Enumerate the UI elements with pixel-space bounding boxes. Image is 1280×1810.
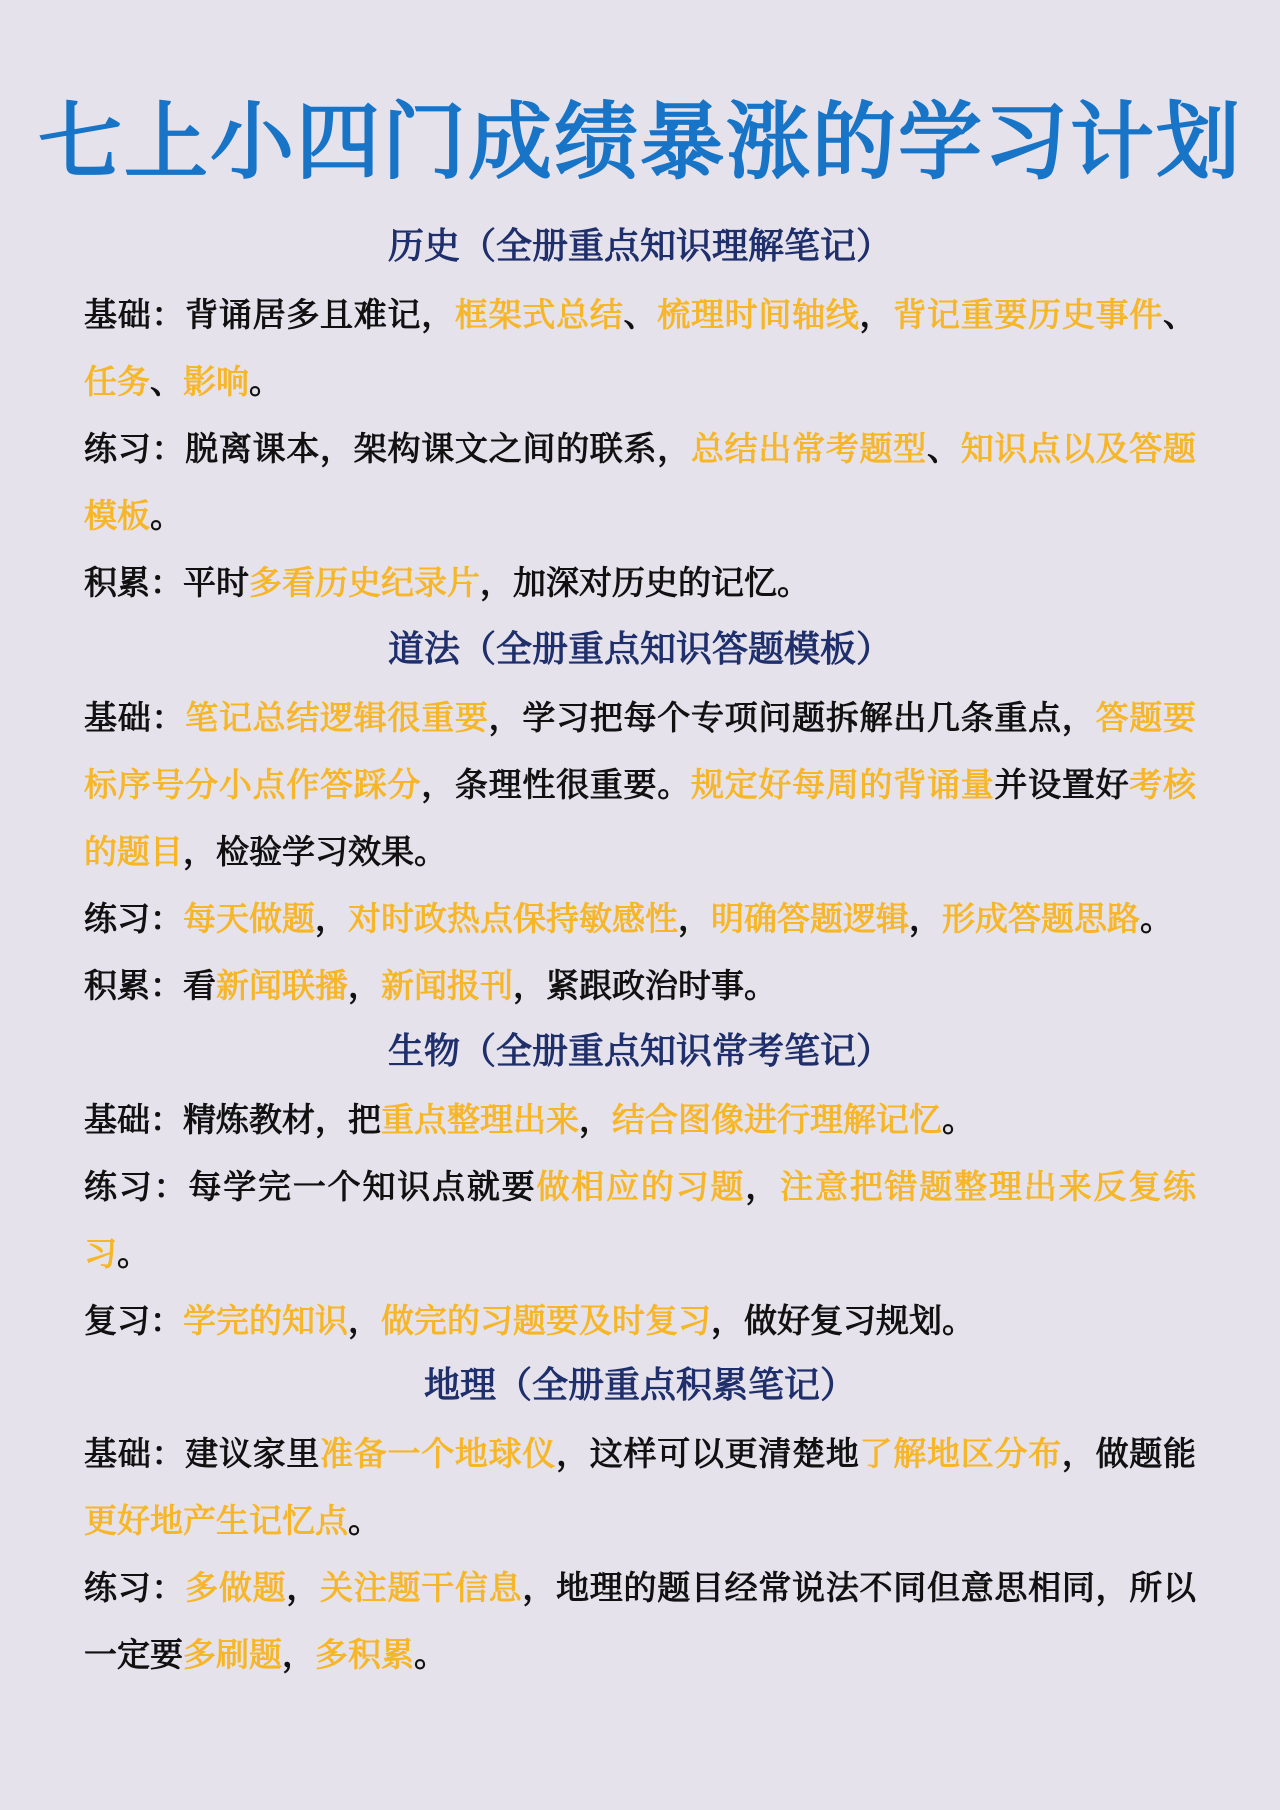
section-biology: [84, 1018, 1196, 1354]
body-text: ，: [348, 1301, 381, 1340]
highlighted-text: 更好地产生记忆点: [84, 1501, 348, 1540]
highlighted-text: 新闻联播: [216, 966, 348, 1005]
paragraph-basics: [84, 281, 1196, 415]
body-text: ，这样可以更清楚地: [556, 1434, 860, 1473]
section-heading: 道法（全册重点知识答题模板）: [387, 629, 892, 670]
body-text: ，: [282, 1635, 315, 1674]
body-text: 。: [249, 362, 282, 401]
highlighted-text: 背记重要历史事件: [893, 295, 1163, 334]
section-heading: 历史（全册重点知识理解笔记）: [387, 226, 892, 267]
section-history: [84, 213, 1196, 616]
highlighted-text: 每天做题: [183, 899, 315, 938]
body-text: 基础：建议家里: [84, 1434, 321, 1473]
highlighted-text: 做完的习题要及时复习: [381, 1301, 711, 1340]
body-text: 积累：平时: [84, 563, 249, 602]
highlighted-text: 做相应的习题: [536, 1167, 746, 1206]
paragraph-practice: [84, 415, 1196, 549]
body-text: ，地理的题目经常说法不同但意思相同，所以一定要: [84, 1568, 1196, 1674]
section-heading: 生物（全册重点知识常考笔记）: [387, 1031, 892, 1072]
highlighted-text: 答题要标序号分小点作答踩分: [84, 698, 1196, 804]
highlighted-text: 形成答题思路: [942, 899, 1140, 938]
body-text: 、: [623, 295, 658, 334]
body-text: ，: [678, 899, 711, 938]
paragraph-basics: [84, 1086, 1196, 1153]
highlighted-text: 框架式总结: [454, 295, 624, 334]
body-text: 。: [1140, 899, 1173, 938]
body-text: ，做好复习规划。: [711, 1301, 975, 1340]
highlighted-text: 关注题干信息: [320, 1568, 523, 1607]
highlighted-text: 多做题: [185, 1568, 287, 1607]
body-text: 基础：背诵居多且难记，: [84, 295, 455, 334]
body-text: 积累：看: [84, 966, 216, 1005]
highlighted-text: 笔记总结逻辑很重要: [185, 698, 489, 737]
highlighted-text: 多看历史纪录片: [249, 563, 480, 602]
body-text: 练习：: [84, 899, 183, 938]
highlighted-text: 考核的题目: [84, 765, 1196, 871]
highlighted-text: 任务: [84, 362, 150, 401]
highlighted-text: 结合图像进行理解记忆: [612, 1100, 942, 1139]
body-text: 基础：: [84, 698, 186, 737]
paragraph-accumulation: [84, 952, 1196, 1019]
body-text: ，检验学习效果。: [183, 832, 447, 871]
body-text: 、: [926, 429, 961, 468]
highlighted-text: 多积累: [315, 1635, 414, 1674]
paragraph-basics: [84, 684, 1196, 885]
body-text: ，加深对历史的记忆。: [480, 563, 810, 602]
highlighted-text: 学完的知识: [183, 1301, 348, 1340]
body-text: ，: [745, 1167, 781, 1206]
highlighted-text: 规定好每周的背诵量: [690, 765, 995, 804]
body-text: 。: [117, 1234, 150, 1273]
body-text: 、: [150, 362, 183, 401]
highlighted-text: 对时政热点保持敏感性: [348, 899, 678, 938]
body-text: 。: [150, 496, 183, 535]
highlighted-text: 多刷题: [183, 1635, 282, 1674]
paragraph-basics: [84, 1420, 1196, 1554]
paragraph-practice: [84, 885, 1196, 952]
body-text: 练习：每学完一个知识点就要: [84, 1167, 537, 1206]
body-text: 练习：: [84, 1568, 186, 1607]
highlighted-text: 重点整理出来: [381, 1100, 579, 1139]
highlighted-text: 了解地区分布: [859, 1434, 1062, 1473]
body-text: ，: [286, 1568, 321, 1607]
body-text: 并设置好: [994, 765, 1130, 804]
body-text: 。: [348, 1501, 381, 1540]
body-text: 练习：脱离课本，架构课文之间的联系，: [84, 429, 691, 468]
paragraph-review: [84, 1287, 1196, 1354]
highlighted-text: 知识点以及答题模板: [84, 429, 1196, 535]
paragraph-practice: [84, 1153, 1196, 1287]
highlighted-text: 明确答题逻辑: [711, 899, 909, 938]
highlighted-text: 总结出常考题型: [690, 429, 927, 468]
paragraph-accumulation: [84, 549, 1196, 616]
body-text: ，学习把每个专项问题拆解出几条重点，: [488, 698, 1096, 737]
body-text: ，做题能: [1061, 1434, 1196, 1473]
paragraph-practice: [84, 1554, 1196, 1688]
page-title: 七上小四门成绩暴涨的学习计划: [37, 92, 1242, 191]
body-text: ，紧跟政治时事。: [513, 966, 777, 1005]
body-text: ，: [315, 899, 348, 938]
body-text: ，: [579, 1100, 612, 1139]
highlighted-text: 准备一个地球仪: [320, 1434, 557, 1473]
body-text: 。: [942, 1100, 975, 1139]
highlighted-text: 梳理时间轴线: [657, 295, 860, 334]
body-text: ，条理性很重要。: [421, 765, 691, 804]
section-heading: 地理（全册重点积累笔记）: [423, 1365, 856, 1406]
section-geography: [84, 1352, 1196, 1688]
body-text: 。: [414, 1635, 447, 1674]
highlighted-text: 注意把错题整理出来反复练习: [84, 1167, 1197, 1273]
body-text: ，: [859, 295, 894, 334]
highlighted-text: 新闻报刊: [381, 966, 513, 1005]
body-text: 基础：精炼教材，把: [84, 1100, 381, 1139]
section-morality-law: [84, 616, 1196, 1019]
highlighted-text: 影响: [183, 362, 249, 401]
body-text: 复习：: [84, 1301, 183, 1340]
body-text: ，: [909, 899, 942, 938]
body-text: 、: [1163, 295, 1196, 334]
body-text: ，: [348, 966, 381, 1005]
